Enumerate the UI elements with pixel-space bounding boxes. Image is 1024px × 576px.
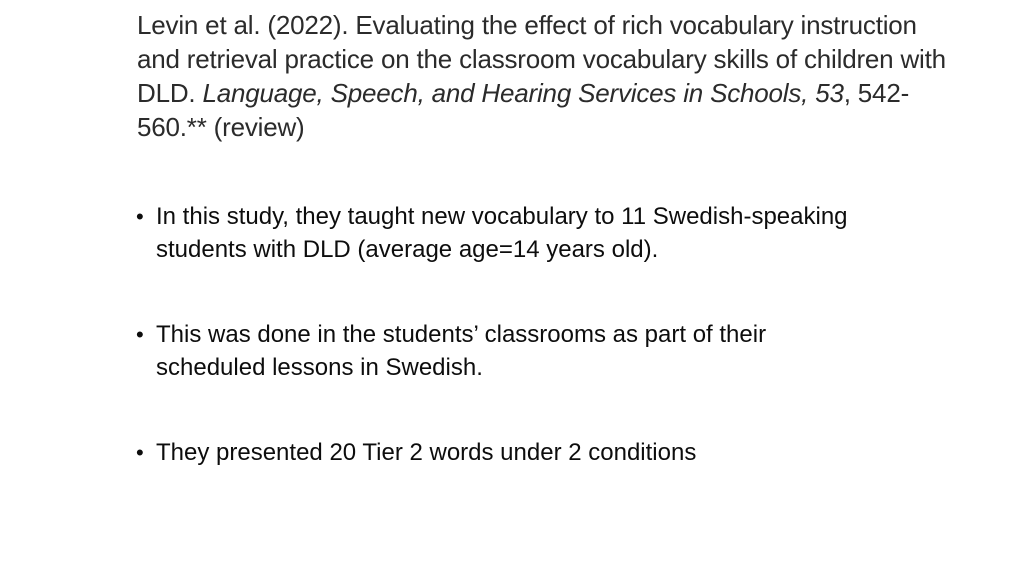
bullet-item <box>136 436 876 469</box>
bullet-list <box>136 200 876 469</box>
bullet-dot-icon: • <box>136 322 144 347</box>
bullet-item <box>136 200 876 266</box>
bullet-text: This was done in the students’ classrooms as part of their scheduled lessons in Swedish. <box>156 321 767 381</box>
bullet-dot-icon: • <box>136 440 144 465</box>
bullet-item <box>136 318 876 384</box>
bullet-text: In this study, they taught new vocabulary to 11 Swedish-speaking students with DLD (average age=14 years old). <box>156 203 848 263</box>
title-pages: , 542-560.** (review) <box>137 78 910 142</box>
title-journal: Language, Speech, and Hearing Services in Schools, 53 <box>202 78 844 108</box>
title-citation: Levin et al. (2022). Evaluating the effect of rich vocabulary instruction and retrieval practice on the classroom vocabulary skills of children with DLD. <box>137 10 946 108</box>
slide-title <box>137 8 957 144</box>
bullet-dot-icon: • <box>136 204 144 229</box>
bullet-text: They presented 20 Tier 2 words under 2 conditions <box>156 439 697 466</box>
